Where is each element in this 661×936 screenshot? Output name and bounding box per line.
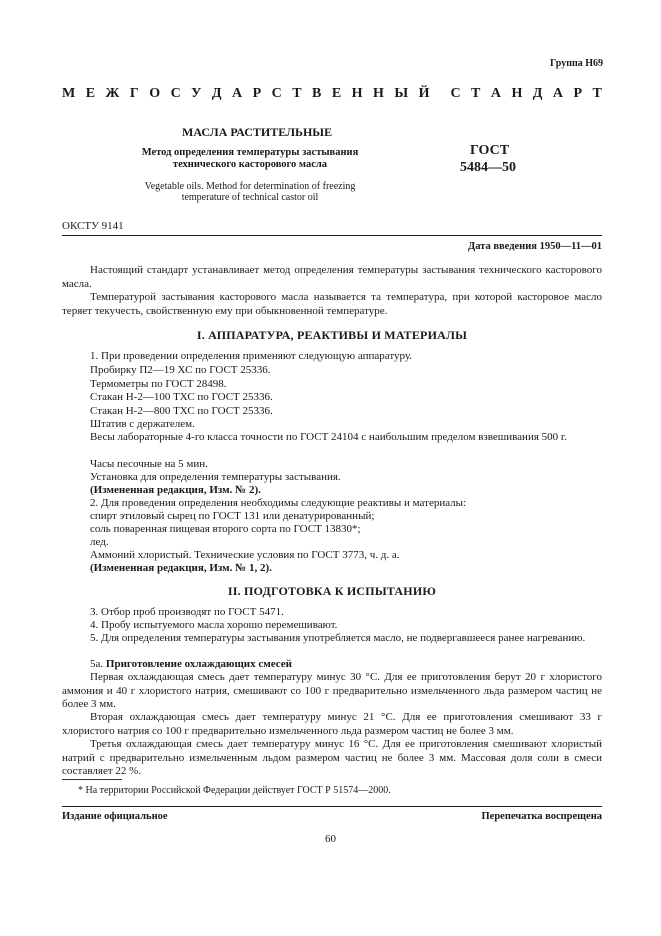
banner-letter: Р — [573, 86, 583, 101]
title-main: МАСЛА РАСТИТЕЛЬНЫЕ — [182, 125, 333, 139]
footer-reprint-prohibited: Перепечатка воспрещена — [481, 811, 602, 822]
s2-item-5a-number: 5а. — [90, 658, 104, 670]
banner-letter: С — [170, 86, 181, 101]
s2-item-5a-title: Приготовление охлаждающих смесей — [105, 658, 292, 670]
banner-letter: Н — [373, 86, 384, 101]
s1-item-beaker-800: Стакан Н-2—800 ТХС по ГОСТ 25336. — [90, 405, 273, 417]
banner-letter: Ы — [394, 86, 409, 101]
banner-letter: А — [490, 86, 501, 101]
banner-letter: А — [552, 86, 564, 101]
s1-item-ethanol: спирт этиловый сырец по ГОСТ 131 или денатурированный; — [90, 510, 375, 522]
banner-letter: Ж — [105, 86, 120, 101]
gost-label: ГОСТ — [470, 143, 510, 158]
s2-item-3: 3. Отбор проб производят по ГОСТ 5471. — [90, 606, 284, 618]
s1-item-stand: Штатив с держателем. — [90, 418, 195, 430]
banner-letter: Е — [331, 86, 342, 101]
s2-item-5: 5. Для определения температуры застывания употребляется масло, не подвергавшееся ранее нагреванию. — [90, 632, 586, 644]
s1-item-1: 1. При проведении определения применяют следующую аппаратуру. — [90, 350, 412, 362]
banner-letter: Р — [252, 86, 262, 101]
s1-edition-note-2: (Измененная редакция, Изм. № 1, 2). — [90, 562, 272, 574]
s2-mixture-3: Третья охлаждающая смесь дает температуру минус 16 °С. Для ее приготовления смешивают хлористый натрий с предварительно измельченным льдом размером частиц не более 3 мм. Массовая доля соли в смеси составляет 22 %. — [62, 738, 602, 777]
banner-letter: Т — [471, 86, 481, 101]
footnote-rule — [62, 779, 122, 780]
s2-item-4: 4. Пробу испытуемого масла хорошо перемешивают. — [90, 619, 338, 631]
header-rule — [62, 235, 602, 236]
banner-letter: Й — [418, 86, 430, 101]
banner-letter: С — [271, 86, 282, 101]
introduction-date: Дата введения 1950—11—01 — [467, 241, 602, 252]
banner-letter: Д — [532, 86, 543, 101]
s1-item-tube: Пробирку П2—19 ХС по ГОСТ 25336. — [90, 364, 271, 376]
s1-item-beaker-100: Стакан Н-2—100 ТХС по ГОСТ 25336. — [90, 391, 273, 403]
banner-letter: Е — [85, 86, 96, 101]
banner-letter: Т — [592, 86, 602, 101]
s1-item-ammonium: Аммоний хлористый. Технические условия по ГОСТ 3773, ч. д. а. — [90, 549, 400, 561]
section-1-heading: I. АППАРАТУРА, РЕАКТИВЫ И МАТЕРИАЛЫ — [196, 328, 468, 342]
gost-number: 5484—50 — [460, 160, 516, 175]
s1-item-scales: Весы лабораторные 4-го класса точности по ГОСТ 24104 с наибольшим пределом взвешивания 500 г. — [90, 431, 567, 443]
s1-item-thermometers: Термометры по ГОСТ 28498. — [90, 378, 227, 390]
s2-item-5a — [90, 658, 292, 671]
s1-item-ice: лед. — [90, 536, 109, 548]
banner-letter: У — [191, 86, 202, 101]
page-number: 60 — [325, 833, 336, 845]
s1-item-apparatus: Установка для определения температуры застывания. — [90, 471, 341, 483]
footnote: * На территории Российской Федерации действует ГОСТ Р 51574—2000. — [78, 785, 391, 796]
title-en-2: temperature of technical castor oil — [181, 192, 319, 203]
banner-letter: В — [312, 86, 322, 101]
banner-letter: Д — [211, 86, 222, 101]
banner-letter: А — [232, 86, 243, 101]
title-sub-1: Метод определения температуры застывания — [141, 147, 359, 158]
banner-letter: Н — [511, 86, 523, 101]
okstu-code: ОКСТУ 9141 — [62, 220, 124, 232]
banner-letter: Т — [292, 86, 302, 101]
s1-edition-note-1: (Измененная редакция, Изм. № 2). — [90, 484, 261, 496]
banner-letter: Г — [129, 86, 139, 101]
interstate-standard-banner — [62, 86, 602, 102]
title-sub-2: технического касторового масла — [172, 159, 328, 170]
footer-official-edition: Издание официальное — [62, 811, 168, 822]
banner-letter: М — [62, 86, 76, 101]
intro-paragraph-2: Температурой застывания касторового масла называется та температура, при которой касторовое масло теряет текучесть, свойственную ему при обыкновенной температуре. — [62, 291, 602, 317]
banner-letter: Н — [351, 86, 363, 101]
banner-letter: С — [450, 86, 461, 101]
s1-item-2: 2. Для проведения определения необходимы следующие реактивы и материалы: — [90, 497, 467, 509]
s2-mixture-2: Вторая охлаждающая смесь дает температуру минус 21 °С. Для ее приготовления смешивают 33 г хлористого натрия со 100 г предварительно измельченного льда размером частиц не более 3 мм. — [62, 711, 602, 737]
s1-item-sandglass: Часы песочные на 5 мин. — [90, 458, 208, 470]
intro-paragraph-1: Настоящий стандарт устанавливает метод определения температуры застывания технического касторового масла. — [62, 264, 602, 290]
section-2-heading: II. ПОДГОТОВКА К ИСПЫТАНИЮ — [227, 584, 437, 598]
group-code: Группа Н69 — [550, 58, 603, 69]
title-en-1: Vegetable oils. Method for determination of freezing — [144, 181, 356, 192]
s1-item-salt: соль поваренная пищевая второго сорта по ГОСТ 13830*; — [90, 523, 361, 535]
s2-mixture-1: Первая охлаждающая смесь дает температуру минус 30 °С. Для ее приготовления берут 20 г хлористого аммония и 40 г хлористого натрия, смешивают со 100 г предварительно измельченного льда размером частиц не более 3 мм. — [62, 671, 602, 710]
footer-rule — [62, 806, 602, 807]
banner-letter: О — [149, 86, 161, 101]
